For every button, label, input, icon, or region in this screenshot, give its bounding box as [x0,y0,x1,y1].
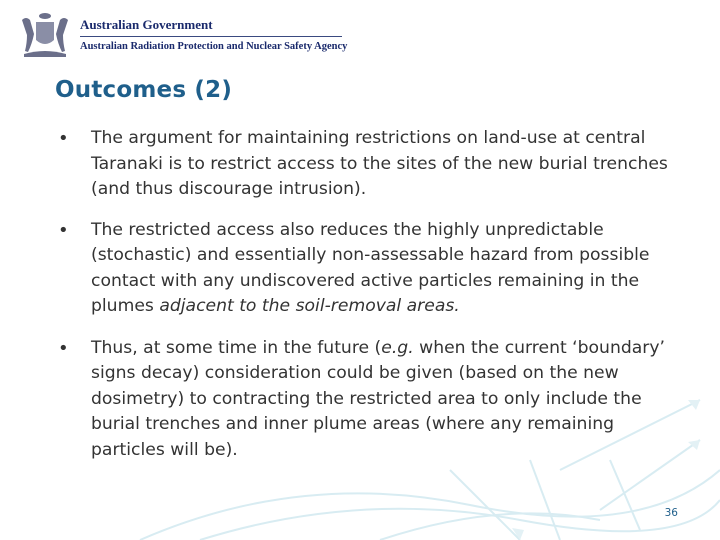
bullet-icon: • [58,128,69,149]
bullet-item [55,126,675,203]
slide-title: Outcomes (2) [55,77,233,103]
italic-emphasis: e.g. [381,337,414,358]
agency-title: Australian Radiation Protection and Nuclear Safety Agency [80,41,348,52]
bullet-icon: • [58,337,69,359]
coat-of-arms-icon [14,10,76,60]
header-divider [80,36,342,37]
bullet-icon: • [58,219,69,241]
bullet-text: The argument for maintaining restrictions on land-use at central Taranaki is to restrict access to the sites of the new burial trenches (and thus discourage intrusion). [91,128,668,199]
italic-emphasis: adjacent to the soil-removal areas. [159,296,460,316]
bullet-item [55,336,675,464]
government-title: Australian Government [80,17,213,32]
page-number: 36 [664,507,678,519]
bullet-text: The restricted access also reduces the highly unpredictable (stochastic) and essentially non-assessable hazard from possible contact with any undiscovered active particles remaining in the plumes adjacent to the soil-removal areas. [91,219,650,316]
bullet-text: Thus, at some time in the future (e.g. when the current ‘boundary’ signs decay) consideration could be given (based on the new dosimetry) to contracting the restricted area to only include the burial trenches and inner plume areas (where any remaining particles will be). [91,337,665,460]
bullet-item [55,218,675,320]
bullet-list [55,126,675,463]
header-logo [14,10,348,60]
